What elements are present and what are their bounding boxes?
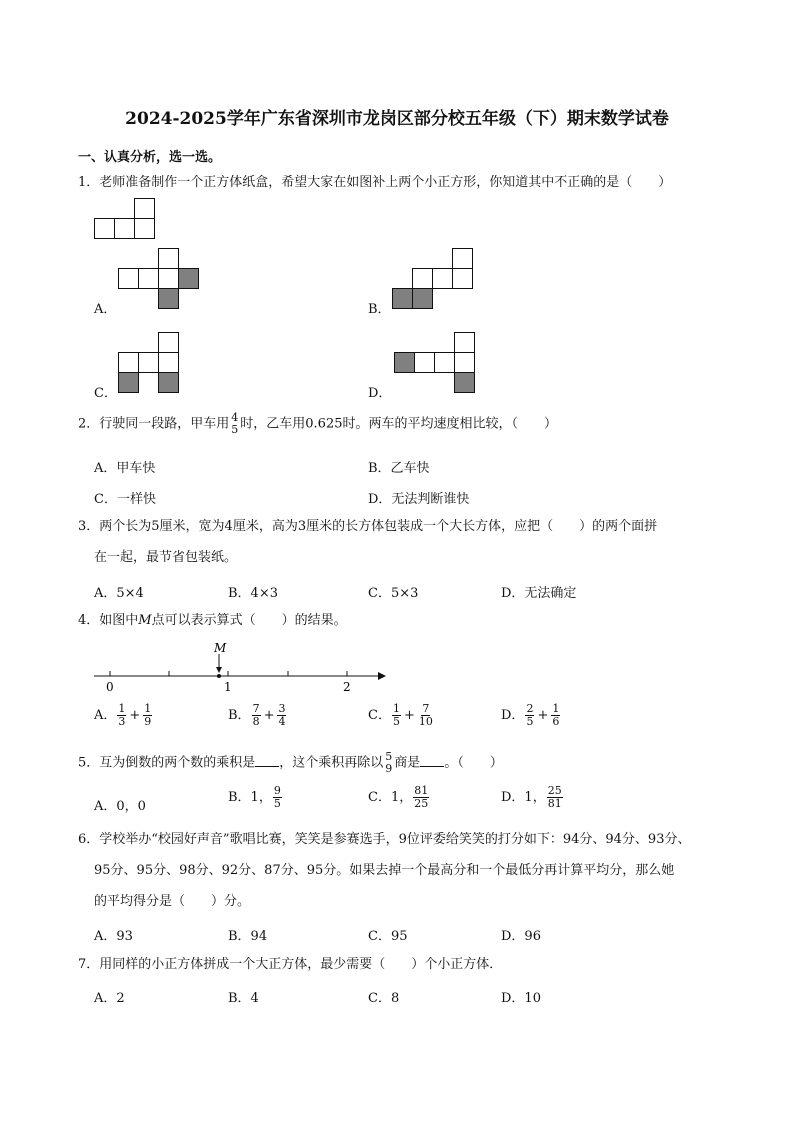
question-1-option-b-label: B．: [368, 302, 391, 317]
question-2-option-c[interactable]: C．一样快: [94, 492, 156, 507]
question-3-option-a[interactable]: A．5×4: [94, 586, 144, 601]
question-1-option-d-figure[interactable]: [394, 332, 476, 394]
answer-blank[interactable]: [420, 754, 444, 767]
tick-label-1: 1: [224, 680, 232, 694]
question-3-line-1: 3．两个长为5厘米，宽为4厘米，高为3厘米的长方体包装成一个大长方体，应把（ ）的两个面拼: [78, 519, 658, 534]
question-1-option-c-label: C．: [94, 386, 117, 401]
question-1-text: 1．老师准备制作一个正方体纸盒，希望大家在如图补上两个小正方形，你知道其中不正确的是（ ）: [78, 175, 672, 190]
question-6-line-2: 95分、95分、98分、92分、87分、95分。如果去掉一个最高分和一个最低分再计算平均分，那么她: [94, 863, 675, 878]
question-2-option-d[interactable]: D．无法判断谁快: [368, 492, 470, 507]
question-3-line-2: 在一起，最节省包装纸。: [94, 550, 238, 565]
question-7-option-c[interactable]: C．8: [368, 991, 400, 1006]
section-heading: 一、认真分析，选一选。: [78, 150, 222, 165]
question-5-option-d[interactable]: D．1， $\frac{25}{81}$: [501, 784, 562, 810]
question-6-option-b[interactable]: B．94: [228, 929, 268, 944]
question-4-option-d[interactable]: D． $\frac{2}{5}$ + $\frac{1}{6}$: [501, 702, 560, 728]
fraction: 4 5: [231, 411, 239, 436]
question-3-option-c[interactable]: C．5×3: [368, 586, 419, 601]
question-7-option-a[interactable]: A．2: [94, 991, 125, 1006]
question-1-base-figure: [94, 198, 156, 240]
question-4-option-a[interactable]: A． $\frac{1}{3}$ + $\frac{1}{9}$: [94, 702, 152, 728]
question-1-option-a-figure[interactable]: [118, 248, 200, 310]
question-5-option-a[interactable]: A．0，0: [94, 799, 146, 814]
question-7-text: 7．用同样的小正方体拼成一个大正方体，最少需要（ ）个小正方体．: [78, 957, 503, 972]
question-6-line-3: 的平均得分是（ ）分。: [94, 894, 251, 909]
page-title: 2024-2025学年广东省深圳市龙岗区部分校五年级（下）期末数学试卷: [125, 109, 669, 129]
question-3-option-b[interactable]: B．4×3: [228, 586, 278, 601]
question-1-option-a-label: A．: [94, 302, 117, 317]
question-5-option-b[interactable]: B．1， $\frac{9}{5}$: [228, 784, 281, 810]
question-7-option-d[interactable]: D．10: [501, 991, 541, 1006]
number-line: [92, 640, 388, 694]
question-1-option-c-figure[interactable]: [118, 332, 180, 394]
question-4-option-b[interactable]: B． $\frac{7}{8}$ + $\frac{3}{4}$: [228, 702, 286, 728]
question-1-option-d-label: D．: [368, 386, 392, 401]
tick-label-2: 2: [343, 680, 351, 694]
question-6-option-d[interactable]: D．96: [501, 929, 541, 944]
question-6-line-1: 6．学校举办“校园好声音”歌唱比赛，笑笑是参赛选手，9位评委给笑笑的打分如下：94分、94分、93分、: [78, 832, 691, 847]
question-4-text: 4．如图中M点可以表示算式（ ）的结果。: [78, 613, 347, 628]
question-1-option-b-figure[interactable]: [392, 248, 474, 310]
tick-label-0: 0: [106, 680, 114, 694]
answer-blank[interactable]: [255, 754, 279, 767]
question-6-option-a[interactable]: A．93: [94, 929, 133, 944]
question-2-option-a[interactable]: A．甲车快: [94, 461, 156, 476]
question-7-option-b[interactable]: B．4: [228, 991, 259, 1006]
question-6-option-c[interactable]: C．95: [368, 929, 408, 944]
question-4-option-c[interactable]: C． $\frac{1}{5}$ + $\frac{7}{10}$: [368, 702, 433, 728]
question-2-option-b[interactable]: B．乙车快: [368, 461, 430, 476]
question-2-text: 2．行驶同一段路，甲车用 4 5 时，乙车用0.625时。两车的平均速度相比较，（ ）: [78, 411, 557, 436]
point-m-label: M: [214, 641, 227, 655]
question-3-option-d[interactable]: D．无法确定: [501, 586, 577, 601]
question-5-option-c[interactable]: C．1， $\frac{81}{25}$: [368, 784, 429, 810]
question-5-text: 5．互为倒数的两个数的乘积是 ，这个乘积再除以 5 9 商是 。（ ）: [78, 750, 503, 775]
